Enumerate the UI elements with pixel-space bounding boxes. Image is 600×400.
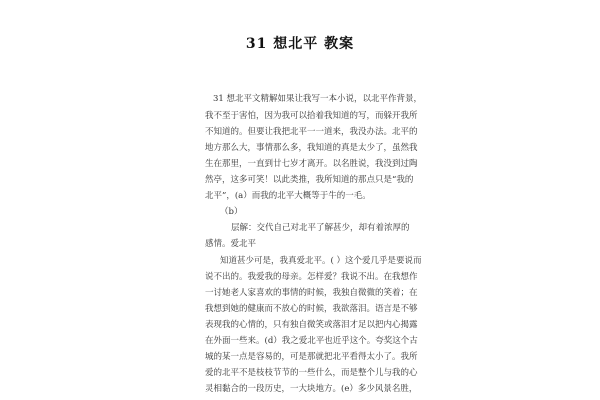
body-line: （b） — [220, 207, 243, 217]
body-line: 城的某一点是容易的，可是那就把北平看得太小了。我所 — [205, 352, 418, 362]
body-line: 我想到她的健康而不放心的时候，我欲落泪。语言是不够 — [205, 304, 418, 314]
body-line: 在外面一些来。(d）我之爱北平也近乎这个。夸奖这个古 — [205, 336, 418, 346]
document-title: 31 想北平 教案 — [245, 36, 355, 52]
body-line: 北平”，(a）而我的北平大概等于牛的一毛。 — [205, 191, 371, 201]
body-line: 表现我的心情的，只有独自微笑或落泪才足以把内心揭露 — [205, 320, 418, 330]
body-line: 31 想北平文精解如果让我写一本小说，以北平作背景， — [213, 94, 423, 104]
body-line: 我不至于害怕，因为我可以拾着我知道的写，而躲开我所 — [205, 111, 418, 121]
body-line: 一讨她老人家喜欢的事情的时候，我独自微微的笑着；在 — [205, 288, 418, 298]
body-line: 生在那里，一直到廿七岁才离开。以名胜说，我没到过陶 — [205, 159, 418, 169]
body-line: 感情。爱北平 — [205, 239, 257, 249]
body-line: 知道甚少可是，我真爱北平。( ）这个爱几乎是要说而 — [220, 256, 422, 266]
body-line: 灵相黏合的一段历史，一大块地方。(e）多少风景名胜， — [205, 384, 418, 394]
body-line: 说不出的。我爱我的母亲。怎样爱？我说不出。在我想作 — [205, 272, 418, 282]
body-line: 地方那么大，事情那么多，我知道的真是太少了，虽然我 — [205, 143, 418, 153]
body-line: 然亭，这多可笑！以此类推，我所知道的那点只是“我的 — [205, 175, 414, 185]
body-line: 层解：交代自己对北平了解甚少，却有着浓厚的 — [231, 223, 410, 233]
body-line: 爱的北平不是枝枝节节的一些什么，而是整个儿与我的心 — [205, 368, 418, 378]
body-line: 不知道的。但要让我把北平一一道来，我没办法。北平的 — [205, 127, 418, 137]
